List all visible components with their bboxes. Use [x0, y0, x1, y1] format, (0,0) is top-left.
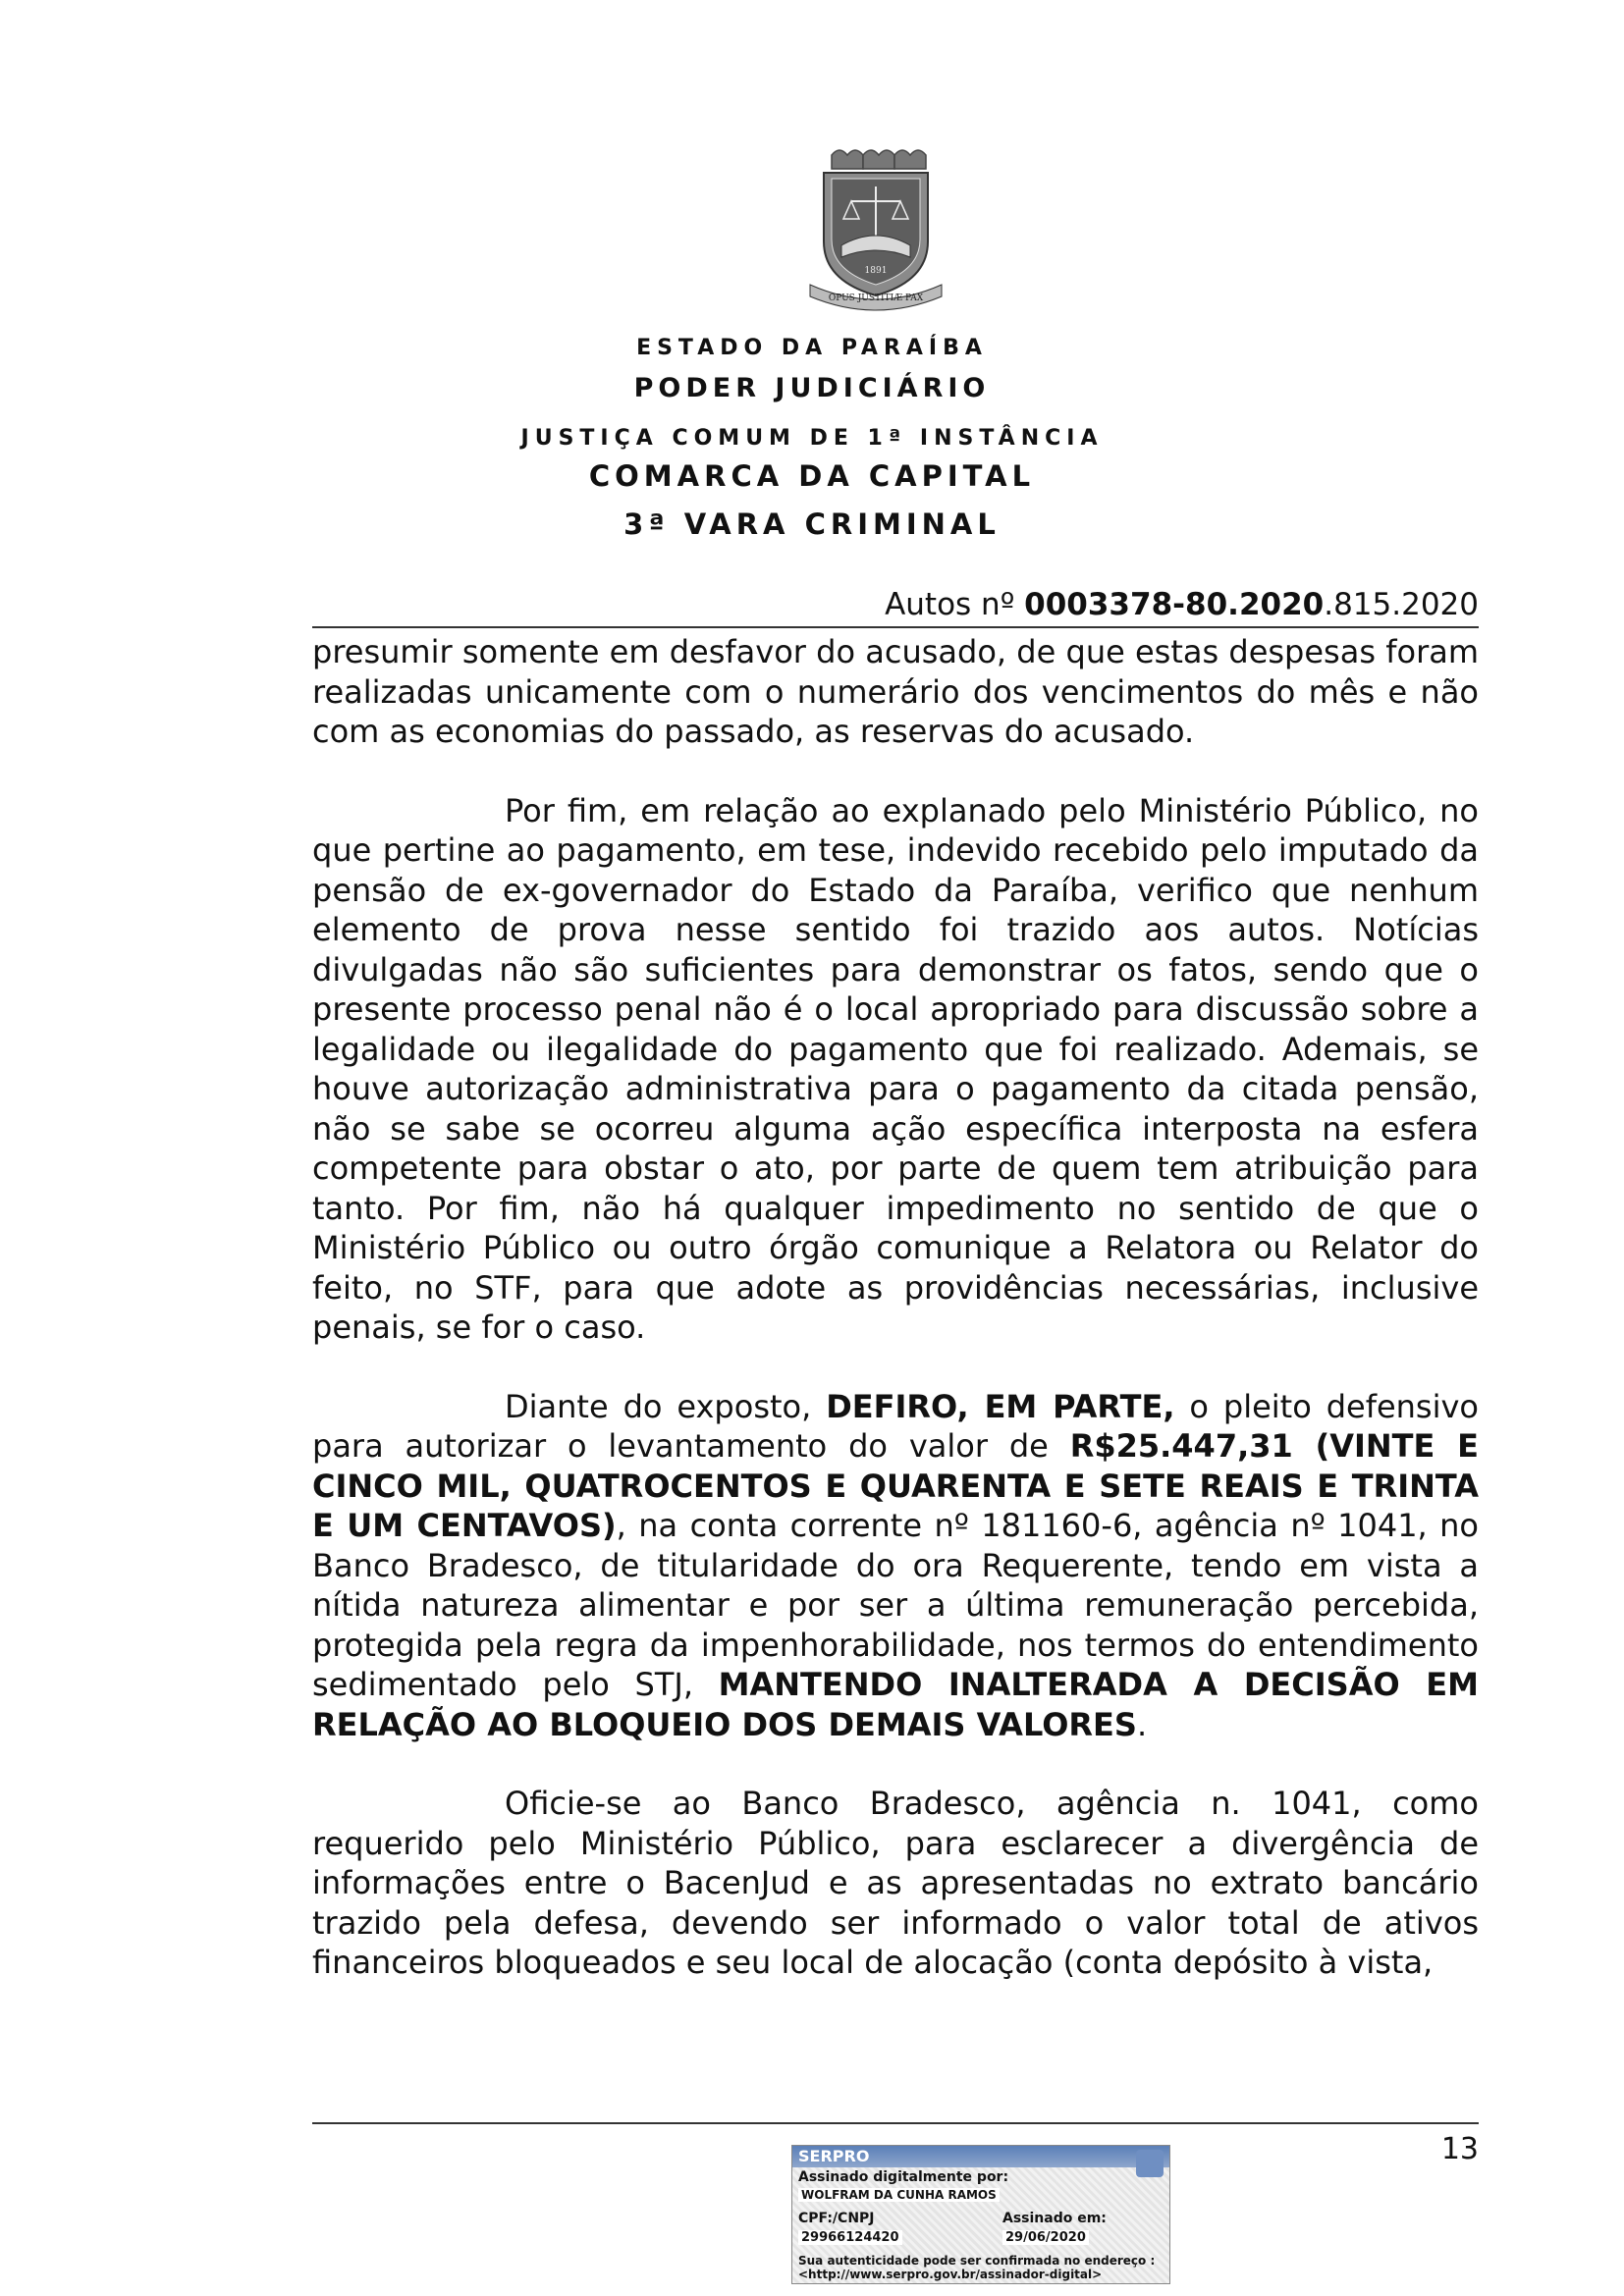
header-state: ESTADO DA PARAÍBA — [636, 336, 988, 360]
page-number: 13 — [1440, 2132, 1479, 2166]
case-number: Autos nº 0003378-80.2020.815.2020 — [885, 587, 1479, 622]
paragraph-3: Diante do exposto, DEFIRO, EM PARTE, o pleito defensivo para autorizar o levantamento do valor de R$25.447,31 (VINTE E CINCO MIL, QUATROCENTOS E QUARENTA E SETE REAIS E TRINTA E UM CENTAVOS), na conta corrente nº 181160-6, agência nº 1041, no Banco Bradesco, de titularidade do ora Requerente, tendo em vista a nítida natureza alimentar e por ser a última remuneração percebida, protegida pela regra da impenhorabilidade, nos termos do entendimento sedimentado pelo STJ, MANTENDO INALTERADA A DECISÃO EM RELAÇÃO AO BLOQUEIO DOS DEMAIS VALORES. — [312, 1387, 1480, 1743]
document-body — [312, 632, 1479, 2022]
header-divider — [312, 626, 1479, 628]
crown-right-icon — [894, 150, 926, 169]
serpro-brand: SERPRO — [792, 2146, 1169, 2167]
stamp-footer: Sua autenticidade pode ser confirmada no endereço : <http://www.serpro.gov.br/assinador-digital> — [798, 2254, 1156, 2281]
signed-by-label: Assinado digitalmente por: — [798, 2169, 1009, 2185]
digital-signature-stamp — [791, 2145, 1170, 2284]
header-vara: 3ª VARA CRIMINAL — [623, 507, 1001, 541]
seal-icon — [1136, 2150, 1164, 2177]
header-judiciary: PODER JUDICIÁRIO — [633, 373, 991, 403]
paragraph-2: Por fim, em relação ao explanado pelo Ministério Público, no que pertine ao pagamento, em tese, indevido recebido pelo imputado da pensão de ex-governador do Estado da Paraíba, verifico que nenhum elemento de prova nesse sentido foi trazido aos autos. Notícias divulgadas não são suficientes para demonstrar os fatos, sendo que o presente processo penal não é o local apropriado para discussão sobre a legalidade ou ilegalidade do pagamento que foi realizado. Ademais, se houve autorização administrativa para o pagamento da citada pensão, não se sabe se ocorreu alguma ação específica interposta na esfera competente para obstar o ato, por parte de quem tem atribuição para tanto. Por fim, não há qualquer impedimento no sentido de que o Ministério Público ou outro órgão comunique a Relatora ou Relator do feito, no STF, para que adote as providências necessárias, inclusive penais, se for o caso. — [312, 791, 1479, 1346]
header-instance: JUSTIÇA COMUM DE 1ª INSTÂNCIA — [520, 426, 1104, 451]
signer-name: WOLFRAM DA CUNHA RAMOS — [798, 2188, 1000, 2202]
footer-divider — [312, 2122, 1479, 2124]
crown-left-icon — [832, 150, 863, 169]
crown-center-icon — [863, 150, 894, 169]
court-crest-logo — [802, 147, 949, 314]
svg-text:1891: 1891 — [864, 266, 888, 276]
svg-text:OPUS JUSTITIÆ PAX: OPUS JUSTITIÆ PAX — [828, 294, 924, 303]
paragraph-1: presumir somente em desfavor do acusado, de que estas despesas foram realizadas unicamente com o numerário dos vencimentos do mês e não com as economias do passado, as reservas do acusado. — [312, 633, 1479, 750]
header-comarca: COMARCA DA CAPITAL — [588, 459, 1036, 493]
signed-on-label: Assinado em: — [1002, 2211, 1107, 2226]
signed-on-value: 29/06/2020 — [1002, 2230, 1089, 2245]
paragraph-4: Oficie-se ao Banco Bradesco, agência n. 1041, como requerido pelo Ministério Público, para esclarecer a divergência de informações entre o BacenJud e as apresentadas no extrato bancário trazido pela defesa, devendo ser informado o valor total de ativos financeiros bloqueados e seu local de alocação (conta depósito à vista, — [312, 1785, 1479, 1981]
cpf-label: CPF:/CNPJ — [798, 2211, 875, 2226]
cpf-value: 29966124420 — [798, 2230, 902, 2245]
